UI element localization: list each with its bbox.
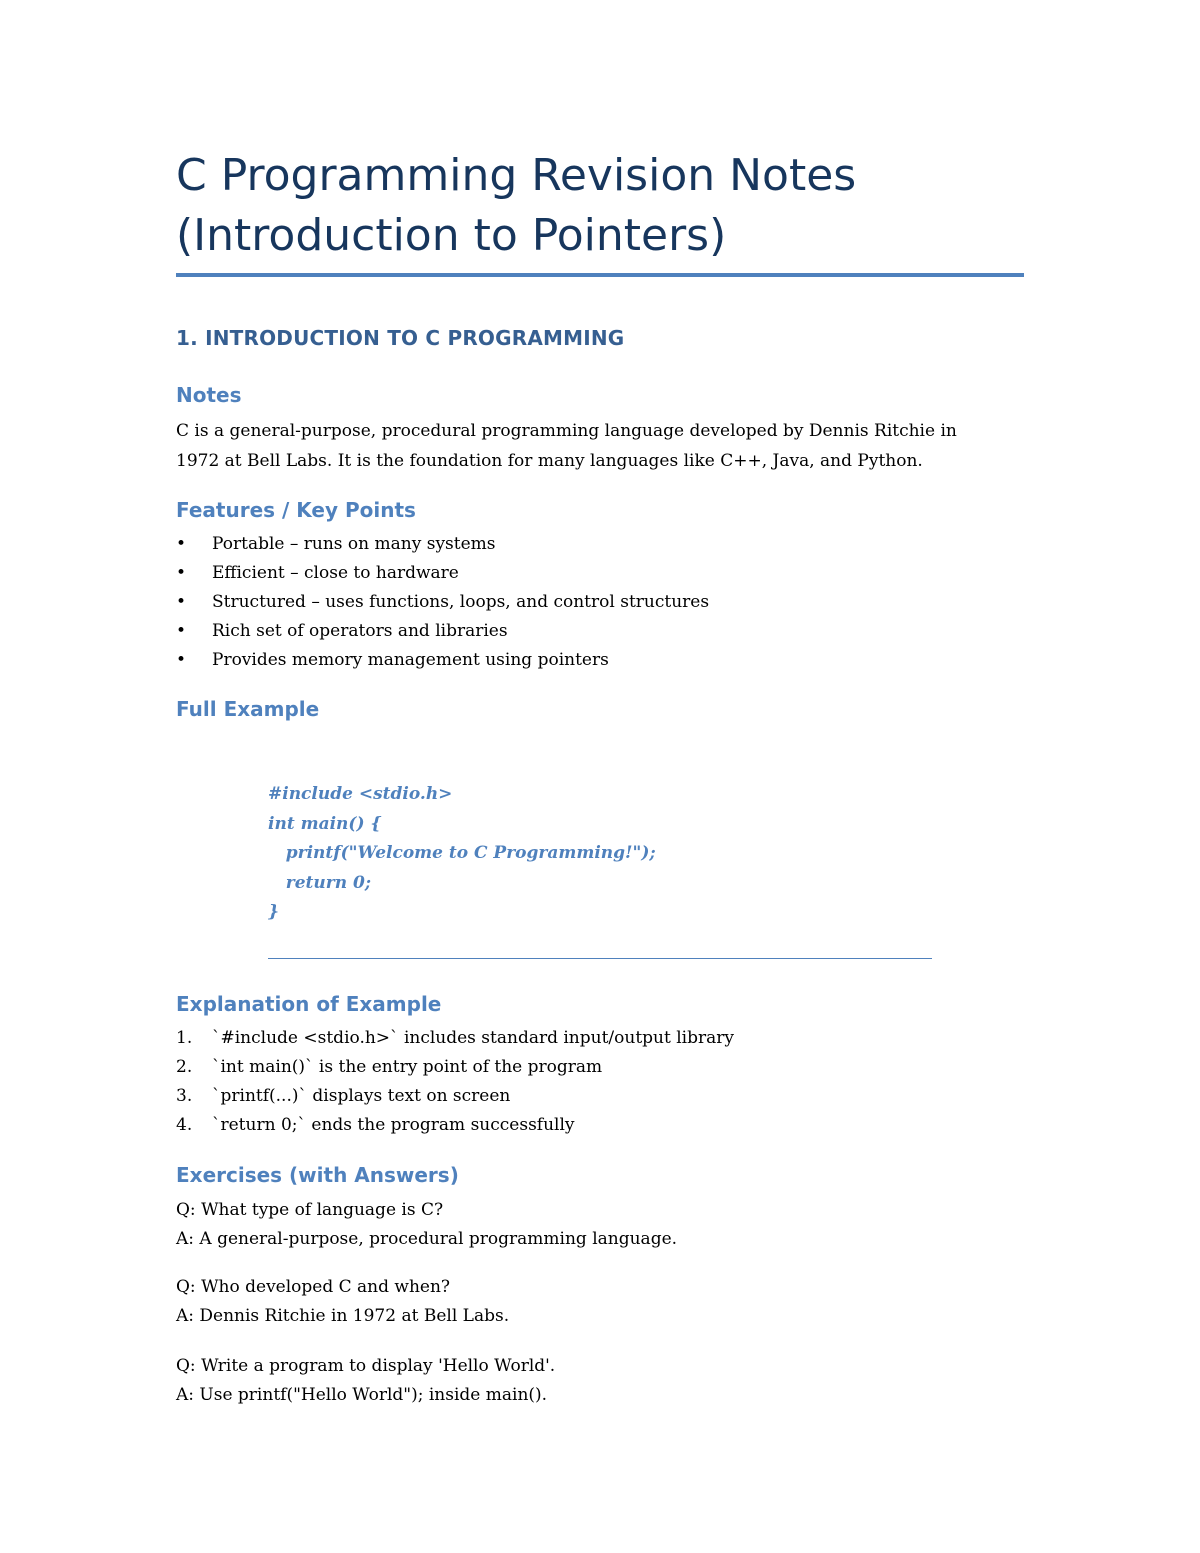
exercise-answer: A: A general-purpose, procedural programming language.	[176, 1229, 678, 1249]
list-item-text: `int main()` is the entry point of the program	[212, 1057, 603, 1077]
list-item-text: `#include <stdio.h>` includes standard input/output library	[212, 1028, 734, 1048]
explanation-heading: Explanation of Example	[176, 992, 442, 1016]
title-underline	[176, 273, 1024, 277]
document-title	[176, 146, 1036, 266]
exercises-heading: Exercises (with Answers)	[176, 1163, 459, 1187]
section-heading: 1. INTRODUCTION TO C PROGRAMMING	[176, 326, 625, 350]
notes-line-2: 1972 at Bell Labs. It is the foundation for many languages like C++, Java, and Python.	[176, 451, 923, 471]
list-item	[176, 1024, 1036, 1053]
list-item	[176, 646, 1036, 675]
features-list	[176, 530, 1036, 675]
list-item	[176, 588, 1036, 617]
exercise-pair	[176, 1352, 1036, 1410]
exercise-question: Q: Who developed C and when?	[176, 1277, 451, 1297]
code-line: return 0;	[268, 872, 372, 893]
list-item-text: `printf(...)` displays text on screen	[212, 1086, 511, 1106]
exercise-question: Q: Write a program to display 'Hello World'.	[176, 1356, 556, 1376]
exercise-answer: A: Dennis Ritchie in 1972 at Bell Labs.	[176, 1306, 510, 1326]
bullet-marker: •	[176, 563, 187, 583]
list-item	[176, 1053, 1036, 1082]
bullet-marker: •	[176, 592, 187, 612]
full-example-heading: Full Example	[176, 697, 320, 721]
title-line-2: (Introduction to Pointers)	[176, 210, 727, 261]
list-item-text: `return 0;` ends the program successfully	[212, 1115, 575, 1135]
code-line: #include <stdio.h>	[268, 784, 453, 804]
notes-line-1: C is a general-purpose, procedural programming language developed by Dennis Ritchie in	[176, 421, 957, 441]
list-item	[176, 1111, 1036, 1140]
exercise-pair	[176, 1196, 1036, 1254]
list-item-text: Provides memory management using pointers	[212, 650, 609, 670]
list-item	[176, 617, 1036, 646]
bullet-marker: •	[176, 534, 187, 554]
features-heading: Features / Key Points	[176, 498, 416, 522]
bullet-marker: •	[176, 650, 187, 670]
list-item	[176, 1082, 1036, 1111]
code-line: }	[268, 902, 279, 922]
list-number: 3.	[176, 1086, 193, 1106]
code-line: int main() {	[268, 813, 382, 834]
code-block	[268, 780, 656, 928]
list-item	[176, 530, 1036, 559]
exercise-pair	[176, 1273, 1036, 1331]
notes-paragraph	[176, 416, 1036, 476]
exercise-question: Q: What type of language is C?	[176, 1200, 444, 1220]
list-number: 1.	[176, 1028, 193, 1048]
list-number: 2.	[176, 1057, 193, 1077]
notes-heading: Notes	[176, 383, 242, 407]
code-divider	[268, 958, 932, 959]
code-line: printf("Welcome to C Programming!");	[268, 843, 656, 863]
title-line-1: C Programming Revision Notes	[176, 150, 857, 201]
exercise-answer: A: Use printf("Hello World"); inside main().	[176, 1385, 548, 1405]
list-number: 4.	[176, 1115, 193, 1135]
list-item-text: Efficient – close to hardware	[212, 563, 459, 583]
bullet-marker: •	[176, 621, 187, 641]
list-item-text: Rich set of operators and libraries	[212, 621, 508, 641]
list-item	[176, 559, 1036, 588]
explanation-list	[176, 1024, 1036, 1140]
list-item-text: Portable – runs on many systems	[212, 534, 496, 554]
list-item-text: Structured – uses functions, loops, and control structures	[212, 592, 710, 612]
